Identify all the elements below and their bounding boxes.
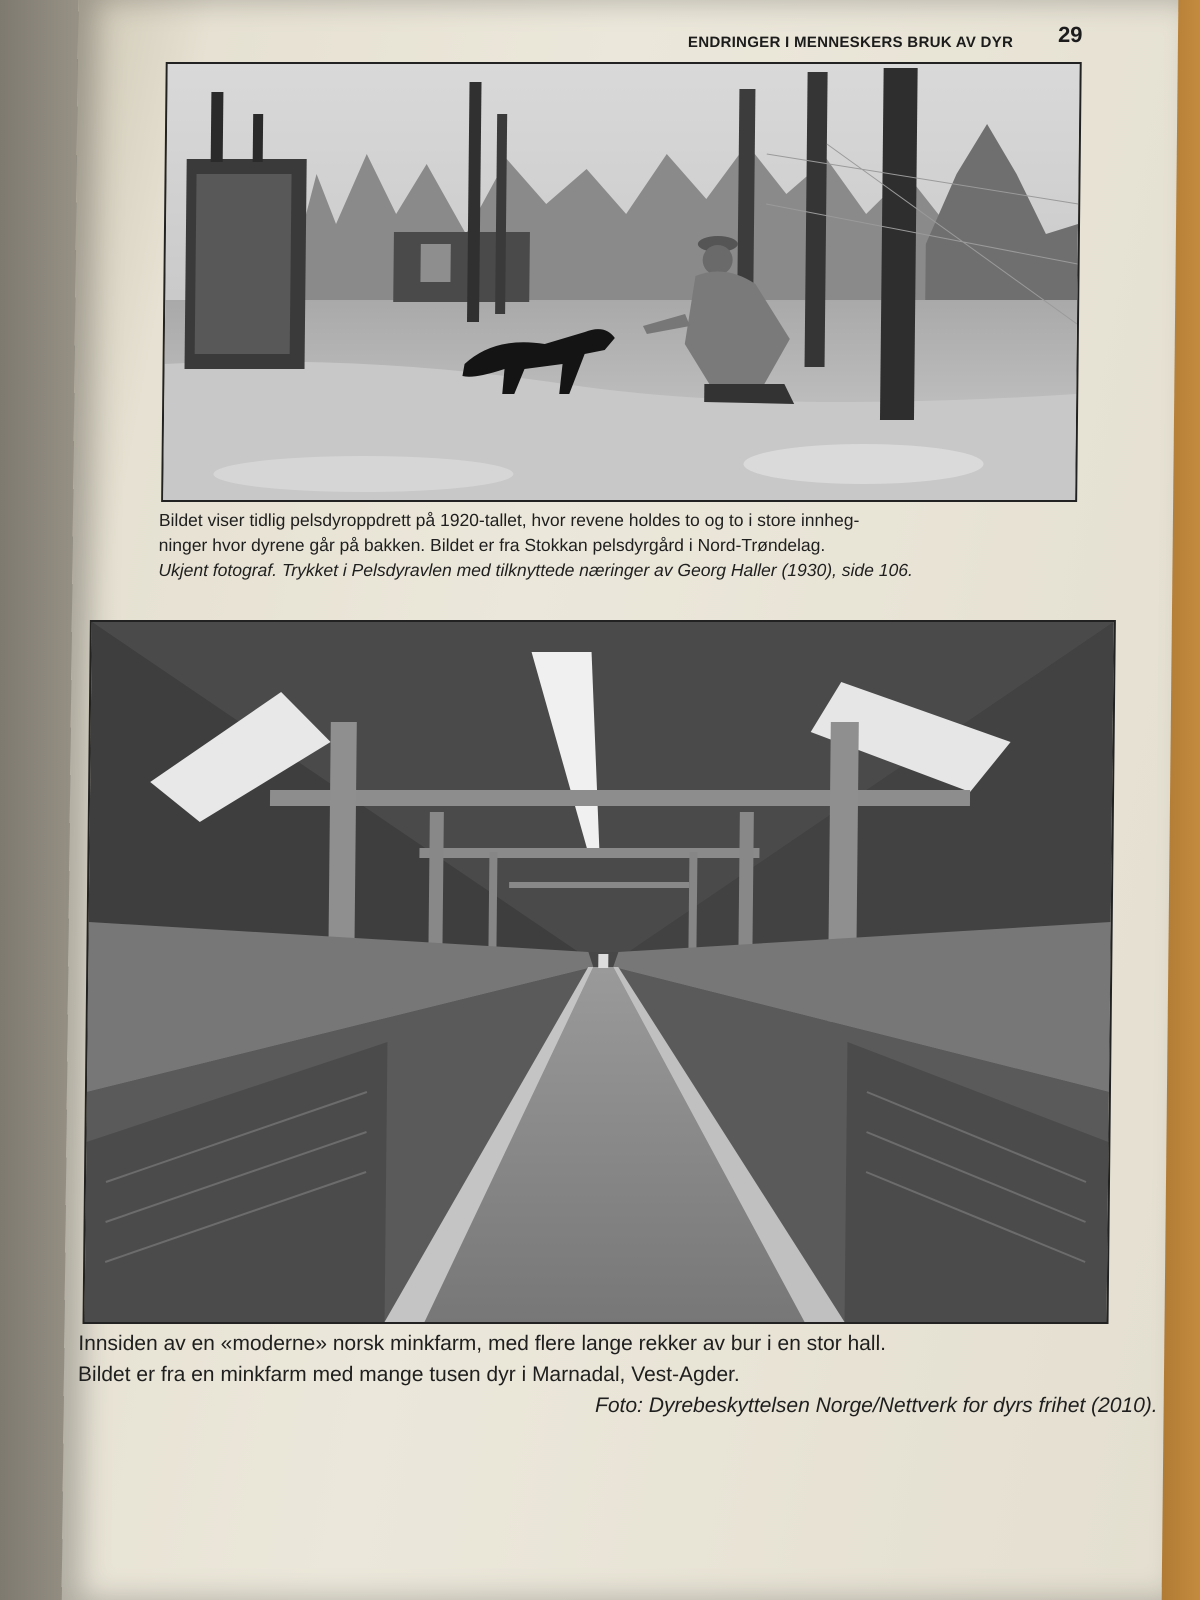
- caption-line: Bildet viser tidlig pelsdyroppdrett på 1920-tallet, hvor revene holdes to og to i store innheg-: [158, 510, 860, 530]
- caption-line: Innsiden av en «moderne» norsk minkfarm, med flere lange rekker av bur i en stor hall.: [78, 1332, 887, 1355]
- book-page: [62, 0, 1179, 1600]
- caption-line: ninger hvor dyrene går på bakken. Bildet er fra Stokkan pelsdyrgård i Nord-Trøndelag.: [158, 535, 826, 555]
- fox-farm-caption: [158, 508, 1099, 583]
- mink-farm-caption: [77, 1328, 1168, 1421]
- caption-line: Bildet er fra en minkfarm med mange tusen dyr i Marnadal, Vest-Agder.: [77, 1363, 740, 1386]
- mink-farm-photo: [83, 620, 1116, 1324]
- fox-farm-photo: [161, 62, 1082, 502]
- photo-credit: Ukjent fotograf. Trykket i Pelsdyravlen med tilknyttede næringer av Georg Haller (1930), side 106.: [158, 560, 913, 580]
- running-header: [78, 12, 1178, 52]
- chapter-title: ENDRINGER I MENNESKERS BRUK AV DYR: [687, 34, 1014, 51]
- page-number: 29: [1057, 22, 1083, 47]
- photo-credit: Foto: Dyrebeskyttelsen Norge/Nettverk for dyrs frihet (2010).: [594, 1394, 1158, 1417]
